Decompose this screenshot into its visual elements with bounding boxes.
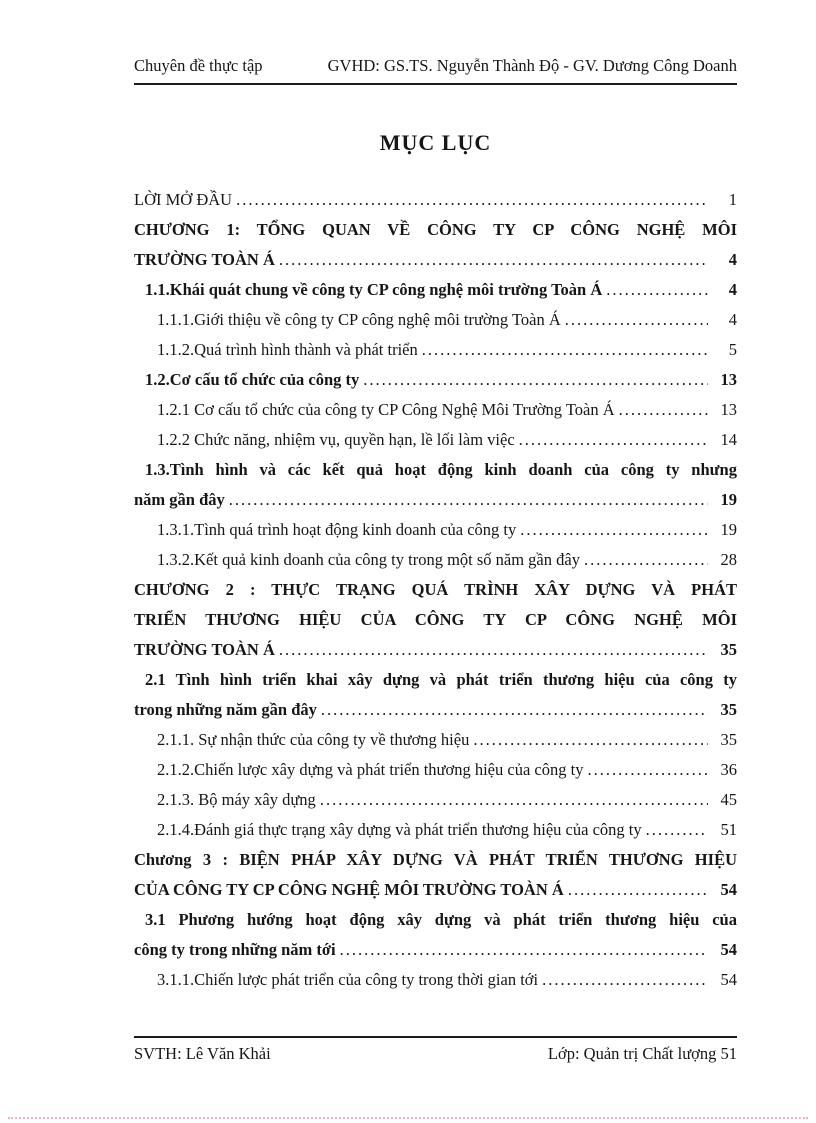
- toc-line-text: 1.3.1.Tình quá trình hoạt động kinh doanh của công ty: [157, 520, 517, 539]
- page-header: [134, 56, 737, 85]
- toc-page-number: 19: [720, 490, 737, 509]
- toc-page-number: 35: [720, 730, 737, 749]
- dot-leader: [520, 515, 708, 545]
- dot-leader: [619, 395, 708, 425]
- toc-line-text: 1.3.Tình hình và các kết quả hoạt động kinh doanh của công ty nhưng: [145, 460, 737, 479]
- toc-list: [134, 185, 737, 995]
- dot-leader: [279, 635, 708, 665]
- toc-entry: [134, 335, 737, 365]
- dot-leader: [565, 305, 708, 335]
- toc-line: [157, 305, 737, 335]
- toc-entry: [134, 425, 737, 455]
- toc-line-text: 1.2.2 Chức năng, nhiệm vụ, quyền hạn, lề lối làm việc: [157, 430, 515, 449]
- toc-line-text: Chương 3 : BIỆN PHÁP XÂY DỰNG VÀ PHÁT TRIỂN THƯƠNG HIỆU: [134, 850, 737, 869]
- toc-page-number: 4: [728, 250, 737, 269]
- toc-line-text: TRƯỜNG TOÀN Á: [134, 250, 275, 269]
- toc-line-text: LỜI MỞ ĐẦU: [134, 190, 233, 209]
- dot-leader: [473, 725, 708, 755]
- toc-line-text: CHƯƠNG 2 : THỰC TRẠNG QUÁ TRÌNH XÂY DỰNG VÀ PHÁT: [134, 580, 737, 599]
- dot-leader: [236, 185, 708, 215]
- toc-line: [157, 785, 737, 815]
- toc-line-text: 2.1.1. Sự nhận thức của công ty về thương hiệu: [157, 730, 470, 749]
- toc-page-number: 14: [720, 430, 737, 449]
- toc-line: [157, 425, 737, 455]
- toc-page-number: 4: [728, 310, 737, 329]
- toc-entry: [134, 395, 737, 425]
- toc-page-number: 54: [720, 880, 737, 899]
- toc-line-text: công ty trong những năm tới: [134, 940, 336, 959]
- toc-line: [134, 935, 737, 965]
- toc-line-text: 2.1.2.Chiến lược xây dựng và phát triển thương hiệu của công ty: [157, 760, 584, 779]
- toc-line-text: TRIỂN THƯƠNG HIỆU CỦA CÔNG TY CP CÔNG NGHỆ MÔI: [134, 610, 737, 629]
- toc-line: [157, 755, 737, 785]
- toc-line-text: trong những năm gần đây: [134, 700, 317, 719]
- toc-line-text: TRƯỜNG TOÀN Á: [134, 640, 275, 659]
- toc-line-text: 1.2.Cơ cấu tổ chức của công ty: [145, 370, 360, 389]
- toc-page-number: 54: [720, 940, 737, 959]
- toc-entry: [134, 185, 737, 215]
- toc-entry: [134, 305, 737, 335]
- toc-entry: [134, 545, 737, 575]
- toc-line: [145, 365, 737, 395]
- toc-line-text: 1.1.1.Giới thiệu về công ty CP công nghệ môi trường Toàn Á: [157, 310, 561, 329]
- toc-line: [157, 515, 737, 545]
- toc-line: [157, 545, 737, 575]
- dot-leader: [584, 545, 708, 575]
- toc-line-text: 3.1.1.Chiến lược phát triển của công ty trong thời gian tới: [157, 970, 539, 989]
- dot-leader: [568, 875, 708, 905]
- toc-page-number: 4: [728, 280, 737, 299]
- toc-line-text: 1.1.2.Quá trình hình thành và phát triển: [157, 340, 418, 359]
- page-title: MỤC LỤC: [379, 130, 492, 155]
- toc-line: [134, 185, 737, 215]
- dot-leader: [340, 935, 708, 965]
- toc-line: [157, 395, 737, 425]
- toc-entry: [134, 815, 737, 845]
- toc-line: [157, 815, 737, 845]
- page-footer: [134, 1036, 737, 1064]
- dot-leader: [422, 335, 708, 365]
- toc-line-text: CHƯƠNG 1: TỔNG QUAN VỀ CÔNG TY CP CÔNG NGHỆ MÔI: [134, 220, 737, 239]
- dot-leader: [519, 425, 708, 455]
- toc-page-number: 35: [720, 640, 737, 659]
- toc-line-text: 3.1 Phương hướng hoạt động xây dựng và phát triển thương hiệu của: [145, 910, 737, 929]
- toc-entry: [134, 365, 737, 395]
- toc-page-number: 51: [720, 820, 737, 839]
- toc-entry: [134, 665, 737, 725]
- toc-line-text: 1.2.1 Cơ cấu tổ chức của công ty CP Công Nghệ Môi Trường Toàn Á: [157, 400, 615, 419]
- toc-line-text: năm gần đây: [134, 490, 225, 509]
- toc-entry: [134, 845, 737, 905]
- toc-line-text: 2.1 Tình hình triển khai xây dựng và phát triển thương hiệu của công ty: [145, 670, 737, 689]
- dot-leader: [646, 815, 708, 845]
- toc-line-text: 1.3.2.Kết quả kinh doanh của công ty trong một số năm gần đây: [157, 550, 580, 569]
- page-break-marker: [8, 1117, 808, 1119]
- toc-page-number: 13: [720, 400, 737, 419]
- toc-page-number: 1: [728, 190, 737, 209]
- toc-entry: [134, 275, 737, 305]
- toc-page-number: 35: [720, 700, 737, 719]
- toc-page-number: 36: [720, 760, 737, 779]
- toc-line: [134, 635, 737, 665]
- footer-right-text: Lớp: Quản trị Chất lượng 51: [547, 1044, 737, 1063]
- toc-line-text: 2.1.3. Bộ máy xây dựng: [157, 790, 316, 809]
- toc-entry: [134, 215, 737, 275]
- toc-line: [134, 875, 737, 905]
- toc-page-number: 5: [728, 340, 737, 359]
- dot-leader: [229, 485, 708, 515]
- dot-leader: [321, 695, 708, 725]
- header-left-text: Chuyên đề thực tập: [134, 56, 263, 75]
- toc-entry: [134, 785, 737, 815]
- toc-entry: [134, 725, 737, 755]
- toc-entry: [134, 755, 737, 785]
- toc-line-text: 1.1.Khái quát chung về công ty CP công nghệ môi trường Toàn Á: [145, 280, 603, 299]
- toc-page-number: 54: [720, 970, 737, 989]
- dot-leader: [587, 755, 708, 785]
- toc-line: [157, 335, 737, 365]
- dot-leader: [606, 275, 708, 305]
- toc-page-number: 28: [720, 550, 737, 569]
- toc-page-number: 45: [720, 790, 737, 809]
- header-right-text: GVHD: GS.TS. Nguyễn Thành Độ - GV. Dương Công Doanh: [327, 56, 737, 75]
- toc-line: [134, 245, 737, 275]
- toc-line-text: CỦA CÔNG TY CP CÔNG NGHỆ MÔI TRƯỜNG TOÀN Á: [134, 880, 564, 899]
- toc-line: [145, 275, 737, 305]
- toc-line: [134, 485, 737, 515]
- toc-line: [157, 965, 737, 995]
- dot-leader: [279, 245, 708, 275]
- toc-line: [157, 725, 737, 755]
- toc-entry: [134, 455, 737, 515]
- footer-left-text: SVTH: Lê Văn Khải: [134, 1044, 271, 1063]
- toc-line: [134, 695, 737, 725]
- toc-page-number: 19: [720, 520, 737, 539]
- dot-leader: [363, 365, 708, 395]
- toc-page-number: 13: [720, 370, 737, 389]
- toc-line-text: 2.1.4.Đánh giá thực trạng xây dựng và phát triển thương hiệu của công ty: [157, 820, 642, 839]
- toc-entry: [134, 905, 737, 965]
- dot-leader: [320, 785, 708, 815]
- toc-entry: [134, 515, 737, 545]
- toc-entry: [134, 575, 737, 665]
- toc-entry: [134, 965, 737, 995]
- dot-leader: [542, 965, 708, 995]
